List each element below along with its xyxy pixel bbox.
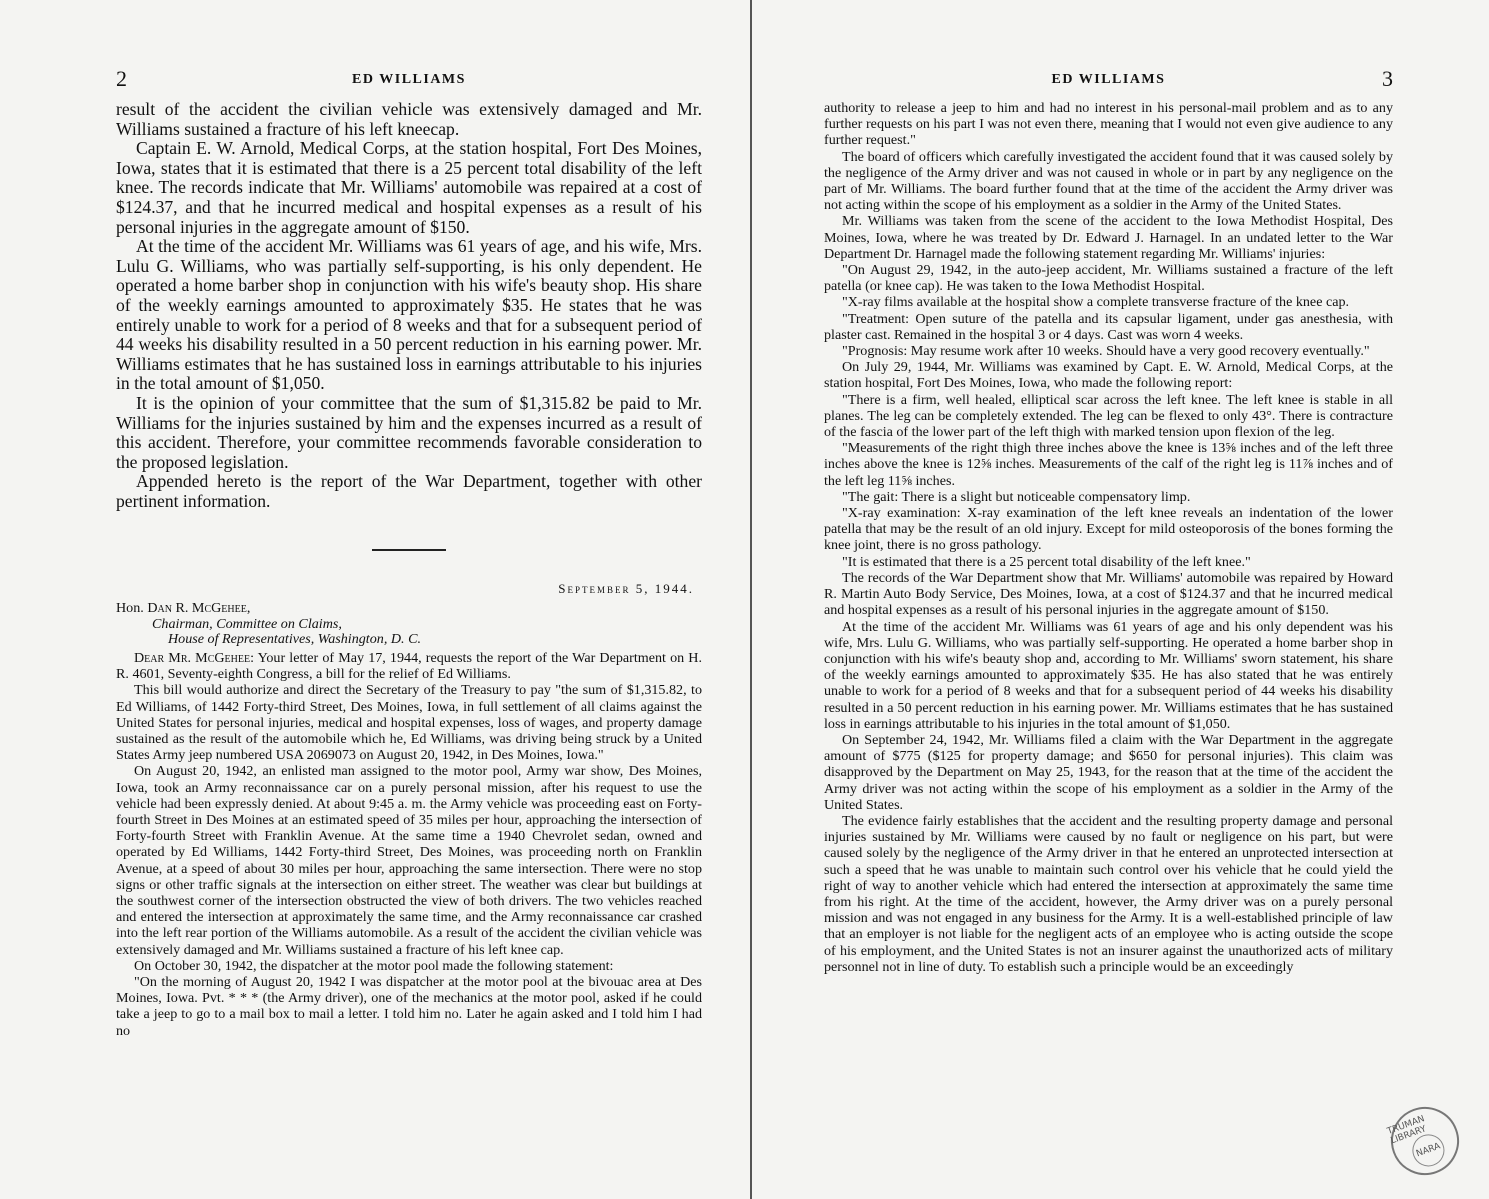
running-head: ED WILLIAMS (1051, 72, 1166, 87)
salutation: Dear Mr. McGehee: (134, 649, 254, 666)
address-line: Chairman, Committee on Claims, (152, 615, 342, 632)
letter-paragraph: "X-ray examination: X-ray examination of the left knee reveals an indentation of the lower patella that may be the result of an old injury. Except for mild osteoporosis of the bones forming the knee joint, there is no gross pathology. (824, 505, 1393, 554)
right-page (752, 0, 1489, 1199)
letter-opening: Your letter of May 17, 1944, requests the report of the War Department on H. R. 4601, Seventy-eighth Congress, a bill for the relief of Ed Williams. (116, 649, 702, 683)
report-paragraph: It is the opinion of your committee that the sum of $1,315.82 be paid to Mr. Williams for the injuries sustained by him and the expenses incurred as a result of this accident. Therefore, your committee recommends favorable consideration to the proposed legislation. (116, 392, 702, 472)
right-page-header (824, 66, 1393, 100)
addressee-name: Dan R. McGehee, (147, 600, 251, 617)
page-gutter (750, 0, 752, 1199)
letter-continuation (824, 100, 1393, 975)
report-paragraph: Captain E. W. Arnold, Medical Corps, at the station hospital, Fort Des Moines, Iowa, states that it is estimated that there is a 25 percent total disability of the left knee. The records indicate that Mr. Williams' automobile was repaired at a cost of $124.37, and that he incurred medical and hospital expenses as a result of his personal injuries in the aggregate amount of $150. (116, 138, 702, 237)
letter-date: September 5, 1944. (558, 581, 694, 597)
letter-paragraph (116, 650, 702, 682)
letter-paragraph: "Measurements of the right thigh three inches above the knee is 13⅝ inches and of the left three inches above the knee is 12⅝ inches. Measurements of the calf of the right leg is 11⅞ inches and of the left leg 11⅝ inches. (824, 440, 1393, 489)
letter-paragraph: "On August 29, 1942, in the auto-jeep accident, Mr. Williams sustained a fracture of the left patella (or knee cap). He was taken to the Iowa Methodist Hospital. (824, 262, 1393, 295)
letter-paragraph: "The gait: There is a slight but noticeable compensatory limp. (842, 488, 1191, 505)
letter-paragraph: On October 30, 1942, the dispatcher at the motor pool made the following statement: (134, 957, 614, 974)
war-department-letter (116, 581, 702, 1038)
section-divider (372, 549, 446, 551)
running-head: ED WILLIAMS (352, 72, 466, 87)
letter-paragraph: "Prognosis: May resume work after 10 weeks. Should have a very good recovery eventually." (842, 343, 1370, 360)
stamp-text: TRUMAN LIBRARY (1386, 1114, 1428, 1147)
letter-paragraph: On August 20, 1942, an enlisted man assigned to the motor pool, Army war show, Des Moines, Iowa, took an Army reconnaissance car on a purely personal mission, after his request to use the vehicle had been expressly denied. At about 9:45 a. m. the Army vehicle was proceeding east on Forty-fourth Street in Des Moines at an estimated speed of 35 miles per hour, approaching the intersection of Forty-fourth Street with Franklin Avenue. At the same time a 1940 Chevrolet sedan, owned and operated by Ed Williams, 1442 Forty-third Street, Des Moines, was proceeding north on Franklin Avenue, at a speed of about 30 miles per hour, approaching the same intersection. There were no stop signs or other traffic signals at the intersection on either street. The weather was clear but buildings at the southwest corner of the intersection obstructed the view of both drivers. The two vehicles reached and entered the intersection at approximately the same time, and the Army reconnaissance car crashed into the left rear portion of the Williams automobile. As a result of the accident the civilian vehicle was extensively damaged and Mr. Williams sustained a fracture of his left knee cap. (116, 763, 702, 958)
letter-paragraph: On September 24, 1942, Mr. Williams filed a claim with the War Department in the aggregate amount of $775 ($125 for property damage; and $650 for personal injuries). This claim was disapproved by the Department on May 25, 1943, for the reason that at the time of the accident the Army driver was not acting within the scope of his employment as a soldier in the Army of the United States. (824, 731, 1393, 813)
letter-paragraph: "There is a firm, well healed, elliptical scar across the left knee. The left knee is stable in all planes. The leg can be completely extended. The leg can be flexed to only 43°. There is contracture of the fascia of the lower part of the left thigh with marked tension upon flexion of the leg. (824, 391, 1393, 441)
letter-paragraph: "On the morning of August 20, 1942 I was dispatcher at the motor pool at the bivouac area at Des Moines, Iowa. Pvt. * * * (the Army driver), one of the mechanics at the motor pool, asked if he could take a jeep to go to a mail box to mail a letter. I told him no. Later he again asked and I told him I had no (116, 974, 702, 1039)
report-paragraph: At the time of the accident Mr. Williams was 61 years of age, and his wife, Mrs. Lulu G. Williams, who was partially self-supporting, is his only dependent. He operated a home barber shop in conjunction with his wife's beauty shop. His share of the weekly earnings amounted to approximately $35. He states that he was entirely unable to work for a period of 8 weeks and that for a subsequent period of 44 weeks his disability resulted in a 50 percent reduction in his earning power. Mr. Williams estimates that he has sustained loss in earnings attributable to his injuries in the total amount of $1,050. (116, 236, 702, 394)
letter-paragraph: The records of the War Department show that Mr. Williams' automobile was repaired by Howard R. Martin Auto Body Service, Des Moines, Iowa, at a cost of $124.37 and that he incurred medical and hospital expenses as a result of his personal injuries in the aggregate amount of $150. (824, 569, 1393, 619)
address-prefix: Hon. (116, 600, 148, 617)
letter-paragraph: At the time of the accident Mr. Williams was 61 years of age and his only dependent was his wife, Mrs. Lulu G. Williams, who was partially self-supporting. He operated a home barber shop in conjunction with his wife's beauty shop and, according to Mr. Williams' sworn statement, his share of the weekly earnings amounted to approximately $35. He has also stated that he was entirely unable to work for a period of 8 weeks and that for a subsequent period of 44 weeks his disability resulted in a 50 percent reduction in his earning power. Mr. Williams estimates that he has sustained loss in earnings attributable to his injuries in the total amount of $1,050. (824, 618, 1393, 732)
letter-paragraph: The evidence fairly establishes that the accident and the resulting property damage and personal injuries sustained by Mr. Williams were caused by no fault or negligence on his part, but were caused solely by the negligence of the Army driver in that he entered an unprotected intersection at such a speed that he was unable to maintain such control over his vehicle that he could yield the right of way to another vehicle which had entered the intersection at approximately the same time from his right. At the time of the accident, however, the Army driver was on a purely personal mission and was not engaged in any business for the Army. It is a well-established principle of law that an employer is not liable for the negligent acts of an employee who is acting outside the scope of his employment, and the United States is not an insurer against the unauthorized acts of military personnel not in line of duty. To establish such a principle would be an exceedingly (824, 812, 1393, 975)
letter-paragraph: This bill would authorize and direct the Secretary of the Treasury to pay "the sum of $1,315.82, to Ed Williams, of 1442 Forty-third Street, Des Moines, Iowa, in full settlement of all claims against the United States for personal injuries, medical and hospital expenses, loss of wages, and property damage sustained as the result of the automobile which he, Ed Williams, was driving being struck by a United States Army jeep numbered USA 2069073 on August 20, 1942, in Des Moines, Iowa." (116, 682, 702, 764)
letter-paragraph: "Treatment: Open suture of the patella and its capsular ligament, under gas anesthesia, with plaster cast. Remained in the hospital 3 or 4 days. Cast was worn 4 weeks. (824, 310, 1393, 343)
page-number: 2 (116, 66, 127, 91)
page-number: 3 (1382, 66, 1393, 91)
letter-paragraph: Mr. Williams was taken from the scene of the accident to the Iowa Methodist Hospital, Des Moines, Iowa, where he was treated by Dr. Edward J. Harnagel. In an undated letter to the War Department Dr. Harnagel made the following statement regarding Mr. Williams' injuries: (824, 213, 1393, 262)
committee-report (116, 100, 702, 511)
letter-paragraph: "It is estimated that there is a 25 percent total disability of the left knee." (842, 553, 1251, 570)
stamp-inner: NARA (1408, 1130, 1449, 1171)
address-line: House of Representatives, Washington, D. C. (168, 631, 422, 648)
report-paragraph: result of the accident the civilian vehicle was extensively damaged and Mr. Williams sustained a fracture of his left kneecap. (116, 99, 702, 139)
letter-paragraph: The board of officers which carefully investigated the accident found that it was caused solely by the negligence of the Army driver and was not caused in whole or in part by any negligence on the part of Mr. Williams. The board further found that at the time of the accident the Army driver was not acting within the scope of his employment as a soldier in the Army of the United States. (824, 148, 1393, 214)
letter-paragraph: "X-ray films available at the hospital show a complete transverse fracture of the knee cap. (842, 294, 1350, 311)
report-paragraph: Appended hereto is the report of the War Department, together with other pertinent information. (116, 471, 702, 511)
letter-paragraph: On July 29, 1944, Mr. Williams was examined by Capt. E. W. Arnold, Medical Corps, at the station hospital, Fort Des Moines, Iowa, who made the following report: (824, 359, 1393, 392)
library-stamp (1381, 1097, 1468, 1184)
letter-paragraph: authority to release a jeep to him and had no interest in his personal-mail problem and as to any further requests on his part I was not even there, meaning that I would not even give audience to any further request." (824, 100, 1393, 149)
left-page-header (116, 66, 702, 100)
letter-address (116, 601, 702, 648)
